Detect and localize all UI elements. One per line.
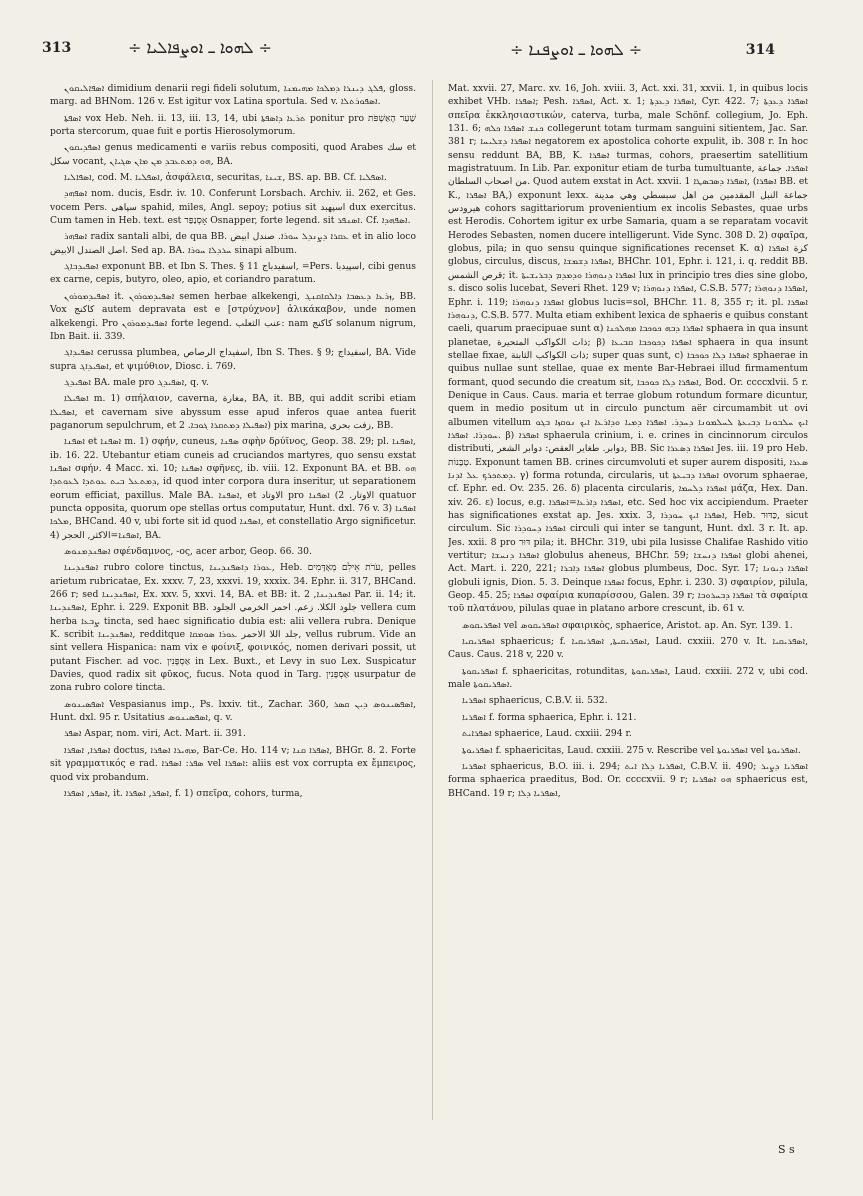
dictionary-entry: ܐܣܦܪܝܩܝܐ sphaericus; f. ܐܣܦܪܝܩܝܬܐ, ܐܣܦܪܝܩܝܐ, Laud. cxxiii. 270 v. It. ܐܣܦܪܝܩܝܐ, Caus. Caus. 218 v, 220 v. bbox=[448, 636, 808, 661]
signature-mark: S s bbox=[778, 1143, 795, 1156]
running-head-right: ÷ ܠܗܘܐ ـ ܐܘܨܦܢܐ ÷ bbox=[510, 40, 643, 59]
dictionary-entry: ܐܣܦܪܝܘܬܐ f. sphaericitas, Laud. cxxiii. 275 v. Rescribe vel ܐܣܦܪܝܘܬܐ vel ܐܣܦܪܝܘܬܐ. bbox=[462, 744, 801, 756]
page-number-left: 313 bbox=[42, 40, 72, 56]
dictionary-entry: ܐܣܦܢܕܡܢܘܣ σφένδαμνος, -ος, acer arbor, Geop. 66. 30. bbox=[64, 546, 312, 557]
left-column bbox=[50, 82, 416, 1142]
dictionary-entry: ܐܣܦܬܐ vox Heb. Neh. ii. 13, iii. 13, 14, ubi ܬܪܥܐ ܕܐܣܦܬܐ ponitur pro שַׁעַר הָאַשְׁפֹּת porta stercorum, quae fuit e portis Hierosolymorum. bbox=[50, 112, 416, 138]
dictionary-entry: ܐܣܦܝܕܐܓ cerussa plumbea, اسفيداج الرصاص, Ibn S. Thes. § 9; اسفيداج, BA. Vide supra ܐܣܦܝܕܐܓ, et ψιμύθιον, Diosc. i. 769. bbox=[50, 347, 416, 372]
column-divider bbox=[432, 80, 433, 1120]
dictionary-entry: ܐܣܦܪܝܩܘܬܐ f. sphaericitas, rotunditas, ܐܣܦܪܝܩܘܬܐ, Laud. cxxiii. 272 v, ubi cod. male ܐܣܦܪܝܩܘܬܐ. bbox=[448, 665, 808, 691]
dictionary-entry: ܐܣܦܪܝܩܘܣ vel ܐܣܦܪܝܩܘܣ σφαιρικὸς, sphaerice, Aristot. ap. An. Syr. 139. 1. bbox=[462, 619, 793, 631]
running-header bbox=[0, 38, 863, 64]
dictionary-entry: ܐܣܦܗܪ radix santali albi, de qua BB. ܥܩܪܐ ܕܨܢܕܠ ܚܘܪܐ. صندل ابيض et in alio loco اصل الصندل الابيض. Sed ap. BA. ܚܪܕܠܐ ܚܘܪܐ sinapi album. bbox=[50, 231, 416, 256]
dictionary-entry: ܐܣܦܝܠܐ m. 1) σπήλαιον, caverna, مغارة, BA, it. BB, qui addit scribi etiam ܐܣܦܝܠܐ, et cavernam sive abyssum esse apud inferos quae antea fuerit paganorum sepulchrum, et ܐܣܦܝܠܐ ܕܡܬܩܪܐ ܓܘܒܐ. 2) pix marina, زفت بحري, BB. bbox=[50, 393, 416, 431]
dictionary-entry: Mat. xxvii. 27, Marc. xv. 16, Joh. xviii. 3, Act. xxi. 31, xxvii. 1, in quibus locis exhibet VHb. ܐܣܦܪܐ; Pesh. ܐܣܦܪܐ, Act. x. 1; ܐܣܦܪܐ ܕܥܕܬܐ, Cyr. 422. 7; ܐܣܦܪܐ ܕܥܕܬܐ σπεῖρα ἐκκλησιαστικών, caterva, turba, male Schönf. collegium, Jo. Eph. 131. 6; ܟܢܫ ܐܣܦܪܐ ܟܠܗ collegerunt totam turmam sanguini sitientem, Jac. Sar. 381 r; ܐܣܦܪܐ ܕܫܠܝܚܐ negatorem ex apostolica cohorte expulit, ib. 308 r. In hoc sensu reddunt BA, BB, K. ܐܣܦܪܐ turmas, cohors, praesertim satellitium magistratuum. In Lib. Par. exponitur etiam de turba tumultuante, ܐܣܦܪܐ. جماعة من اصحاب السلطان. Quod autem exstat in Act. xxvii. 1 ܐܣܦܪܐ ܕܣܒܣܛܐ, (ܐܣܦܪܐ BB. et K., ܐܣܦܪܐ BA,) exponunt lexx. جماعة النبل المقدمين من اهل سبسطي وهي مدينة هيرودس cohors sagittariorum provenientium ex incolis Sebastes, quae urbs est Herodis. Cohortem igitur ex urbe Samaria, quam a se reparatam vocavit Herodes Sebasten, nomen ducere intelligerunt. Vide Sync. 308 D. 2) σφαῖρα, globus, pila; in quo sensu quinque significationes recenset K. α) كرة ܐܣܦܪܐ globus, circulus, discus, ܐܣܦܪܐ ܕܫܡܫܐ, BHChr. 101, Ephr. i. 121, i. q. reddit BB. قرص الشمس; it. ܐܣܦܪܐ ܕܢܘܗܪܐ ܘܕܡܕܡ ܕܒܪܝܫܝܬܐ lux in principio tres dies sine globo, s. disco solis lucebat, Severi Rhet. 129 v; ܐܣܦܪܐ ܕܢܘܗܪܐ, C.S.B. 577; ܐܣܦܪܐ ܕܢܘܗܪܐ, Ephr. i. 119; ܐܣܦܪܐ ܕܢܘܗܪܐ globus lucis=sol, BHChr. 11. 8, 355 r; it. pl. ܐܣܦܪܐ ܕܢܘܗܪܐ, C.S.B. 577. Multa etiam exhibent lexica de sphaeris e quibus constant caeli, quarum praecipuae sunt α) ܐܣܦܪܐ ܕܒܗ ܟܘܟܒܐ ܡܗܠܟܢܐ sphaera in qua insunt planetae, ذات الكواكب المتحيرة; β) ܐܣܦܪܐ ܕܟܘܟܒܐ ܩܒܝܥܐ sphaera in qua insunt stellae fixae, ذات الكواكب الثابتة; super quas sunt, c) ܐܣܦܪܐ ܕܠܐ ܟܘܟܒܐ sphaerae in quibus nullae sunt stellae, quae ex mente Bar-Hebraei illud firmamentum formant, quod secundo die creatum sit, ܐܣܦܪܐ ܕܠܐ ܟܘܟܒܐ, Bod. Or. ccccxlvii. 5 r. Denique in Caus. Caus. maria et terrae globum rotundum formare dicuntur, quem in medio positum ut in circulo punctum aër circumambit ut ovi albumen vitellum ܐܝܟ ܚܠܒܘܢܐ ܕܒܝܥܬܐ ܠܚܠܡܘܢܐ ܕܚܕܪ. ܐܣܦܪܐ ܕܡܝܐ ܘܕܐܪܥܐ ܐܝܟ ܢܘܩܙܐ ܒܓܘ ܚܘܕܪܐ. ܐܣܦܪܐ. β) ܐܣܦܪܐ sphaerula crinium, i. e. crines in cincinnorum circulos distributi, دوابر. طغاير العقص: دوابر الشعر, BB. Sic ܐܣܦܪܐ ܕܣܥܪܐ Jes. iii. 19 pro Heb. טְבָּנוֹת. Exponunt tamen BB. crines circumvoluti et super aurem dispositi, ܣܥܪܐ ܕܡܬܟܪܟ ܥܠ ܐܕܢܐ. γ) forma rotunda, circularis, ut ܐܣܦܪܐ ܕܒܝܥܬܐ ovorum sphaerae, cf. Ephr. ed. Ov. 235. 26. δ) placenta circularis, ܐܣܦܪܐ ܕܠܚܡܐ μάζα, Hex. Dan. xiv. 26. ε) locus, e.g. ܐܣܦܪܐ ܕܐܪܥܐ=ܐܣܦܪܐ, etc. Sed hoc vix accipiendum. Praeter has significationes exstat ap. Jes. xxix. 3, ܐܣܦܪܐ ܐܝܟ ܚܘܕܪܐ, Heb. כַּדּוּר, sicut circulum. Sic ܐܣܦܪܐ ܕܚܘܕܪܐ circuli qui inter se tangunt, Hunt. dxl. 3 r. It. ap. Jes. xxii. 8 pro דּוּר pila; it. BHChr. 319, ubi pila lusisse Chalifae Rashido vitio vertitur; ܐܣܦܪܐ ܕܢܚܫܐ globulus aheneus, BHChr. 59; ܐܣܦܪܐ ܕܢܚܫܐ globi ahenei, Act. Mart. i. 220, 221; ܐܣܦܪܐ ܕܐܒܪܐ globus plumbeus, Doc. Syr. 17; ܐܣܦܪܐ ܕܝܘܢܐ globuli ignis, Dion. 5. 3. Deinque ܐܣܦܪܐ focus, Ephr. i. 230. 3) σφαιρίον, pilula, Geop. 45. 25; ܐܣܦܪܐ σφαίρια κυπαρίσσου, Galen. 39 r; ܐܣܦܪܐ ܕܒܚܪܘܒܐ τὰ σφαίρια τοῦ πλατάνου, pilulas quae in platano arbore crescunt, ib. 61 v. bbox=[448, 83, 808, 615]
dictionary-entry: ܐܣܦܝܕܡܘܪܘܢ it. ܐܣܦܝܕܡܘܪܘܢ semen herbae alkekengi, ܙܪܥܐ ܕܥܣܒܐ ܕܐܠܩܐܩܢܓ, BB. Vox كاكنج autem depravata est e [στρύχνον] ἁλικάκαβον, unde nomen alkekengi. Pro ܐܣܦܝܕܡܘܪܘܢ forte legend. عنب الثعلب: nam كاكنج solanum nigrum, Ibn Bait. ii. 339. bbox=[50, 290, 416, 342]
dictionary-entry: ܐܣܦܐܠܝܩܘܢ dimidium denarii regi fideli solutum, ܦܠܓ ܕܝܢܪܐ ܕܡܠܟܐ ܡܗܝܡܢܐ, gloss. marg. ad BHNom. 126 v. Est igitur vox Latina sportula. Sed v. ܐܣܦܘܪܬܠܐ. bbox=[50, 83, 416, 108]
dictionary-entry: ܐܣܦܕܝܩܘܢ genus medicamenti e variis rebus compositi, quod Arabes سك et سكل vocant, ܗܘ ܕܡܬܥܒܕ ܡܢ ܡܐܢ ܣܓܝܐܢ, BA. bbox=[50, 142, 416, 167]
dictionary-entry: ܐܣܦܢܐ et ܐܣܦܢܐ m. 1) σφήν, cuneus, ܣܦܢܐ σφὴν δρύϊνος, Geop. 38. 29; pl. ܐܣܦܢܐ, ib. 16. 22. Utebantur etiam cuneis ad cruciandos martyres, quo sensu exstat ܐܣܦܢܐ σφήν. 4 Macc. xi. 10; ܐܣܦܢܐ σφῆνες, ib. viii. 12. Exponunt BA. et BB. ܗܘ ܕܡܬܥܠ ܒܝܬ ܥܘܬܕܐ ܠܥܘܬܕܐ, id quod inter corpora dura inseritur, ut separationem eorum efficiat, paxillus. Male BA. ܐܣܦܢܐ, et الاوتاد pro الاوتار. 2) ܐܣܦܢܐ quatuor puncta opposita, quorum ope stellas ortus computatur, Hunt. dxl. 76 v. 3) ܐܣܦܢܐ ܡܠܟܐ, BHCand. 40 v, ubi forte sit id quod ܐܣܦܢܐ, et constellatio Argo significetur. 4) ܐܣܦܢܐ=الاكثر, الحجر, BA. bbox=[50, 436, 416, 541]
dictionary-entry: ܐܣܦܪ, ܐܣܦܪܐ, it. ܐܣܦܪ, ܐܣܦܪܐ, f. 1) σπεῖρα, cohors, turma, bbox=[64, 787, 303, 799]
dictionary-entry: ܐܣܦܗܕ nom. ducis, Esdr. iv. 10. Conferunt Lorsbach. Archiv. ii. 262, et Ges. vocem Pers. سپاهى spahid, miles, Angl. sepoy; potius sit اسپهبد dux exercitus. Cum tamen in Heb. text. est אָסְנַפַּר Osnapper, forte legend. sit ܐܣܢܦܪ. Cf. ܐܣܦܗܕܐ. bbox=[50, 188, 416, 227]
dictionary-entry: ܐܣܦܐܠܝܐ, cod. M. ܐܣܦܠܝܐ, ἀσφάλεια, securitas, ܫܝܢܐ, BS. ap. BB. Cf. ܐܣܦܠܝܐ. bbox=[64, 172, 387, 184]
dictionary-entry: ܐܣܦܪܝܐ sphaericus, C.B.V. ii. 532. bbox=[462, 695, 608, 707]
page-number-right: 314 bbox=[745, 42, 775, 58]
dictionary-entry: ܐܣܦܪܐ, ܐܣܦܪܐ doctus, ܡܗܝܪܐ ܐܣܦܪܐ, Bar-Ce. Ho. 114 v; ܐܣܦܪܐ ܩܢܐ, BHGr. 8. 2. Forte sit γραμματικός e rad. ܣܦܪ: ܐܣܦܪܐ vel ܐܣܦܪܐ: aliis est vox corrupta ex ἔμπειρος, quod vix probandum. bbox=[50, 744, 416, 783]
dictionary-entry: ܐܣܦܪܝܐ f. forma sphaerica, Ephr. i. 121. bbox=[462, 711, 637, 723]
dictionary-entry: ܐܣܦܢܕܝܢܐ rubro colore tinctus, ܥܘܪܐ ܕܐܣܦܢܕܝܢܐ, Heb. עֹרֹת אֵילִם מְאָדָּמִים, pelles arietum rubricatae, Ex. xxxv. 7, 23, xxxvi. 19, xxxix. 34. Ephr. ii. 317, BHCand. 266 r; sed ܐܣܦܢܕܝܢܐ, Ex. xxv. 5, xxvi. 14, BA. et BB: it. ܐܣܦܢܕܝܢܐ, 2 Par. ii. 14; it. ܐܣܦܢܕܝܢܐ, Ephr. i. 229. Exponit BB. جلود الكلا. زعم. احمر الخرمي الجلود vellera cum herba ܨܒܥܐ tincta, sed haec significatio dubia est: alii vellera rubra. Denique K. scribit ܐܣܦܢܕܝܢܐ, redditque جلد اللا الاحمر ܥܘܪܐ ܣܘܡܩܐ, vellus rubrum. Vide an sint vellera Hispanica: nam vix e φοίνιξ, φοινικός, nomen derivari possit, ut putant Fischer. ad voc. אַסְפָּנִין in Lex. Buxt., et Levy in suo Lex. Suspicatur Davies, quod radix sit φῦκος, fucus. Nota quod in Targ. אַסְפָּנִין usurpatur de zona rubro colore tincta. bbox=[50, 562, 416, 694]
dictionary-entry: ܐܣܦܝܕܒܐܓ exponunt BB. et Ibn S. Thes. § 11 اسفيدباج, =Pers. اسپيدبا, cibi genus ex carne, cepis, butyro, oleo, apio, et coriandro paratum. bbox=[50, 261, 416, 286]
dictionary-entry: ܐܣܦܝܕܓ BA. male pro ܐܣܦܝܕܓ, q. v. bbox=[64, 376, 209, 388]
dictionary-entry: ܐܣܦܣܝܢܘܣ Vespasianus imp., Ps. lxxiv. tit., Zachar. 360, ܐܣܦܣܝܢܘܣ ܕܝܢ ܩܣܪ, Hunt. dxl. 95 r. Usitatius ܐܣܦܣܝܢܘܣ, q. v. bbox=[50, 698, 416, 724]
dictionary-entry: ܐܣܦܪܝܐ sphaericus, B.O. iii. i. 294; ܐܣܦܪܝܐ ܕܠܐ ܐܝܬ, C.B.V. ii. 490; ܐܣܦܪܝܐ ܕܨܝܪ forma sphaerica praeditus, Bod. Or. ccccxvii. 9 r; ܗܘ ܐܣܦܪܝܐ sphaericus est, BHCand. 19 r; ܐܣܦܪܝܐ ܕܠܐ, bbox=[448, 760, 808, 799]
right-column bbox=[448, 82, 808, 1142]
dictionary-entry: ܐܣܦܪ Aspar, nom. viri, Act. Mart. ii. 391. bbox=[64, 728, 246, 740]
running-head-left: ÷ ܠܗܘܐ ـ ܐܘܨܦܐܠܝܐ ÷ bbox=[128, 38, 272, 57]
dictionary-entry: ܐܣܦܪܐܝܬ sphaerice, Laud. cxxiii. 294 r. bbox=[462, 728, 632, 740]
